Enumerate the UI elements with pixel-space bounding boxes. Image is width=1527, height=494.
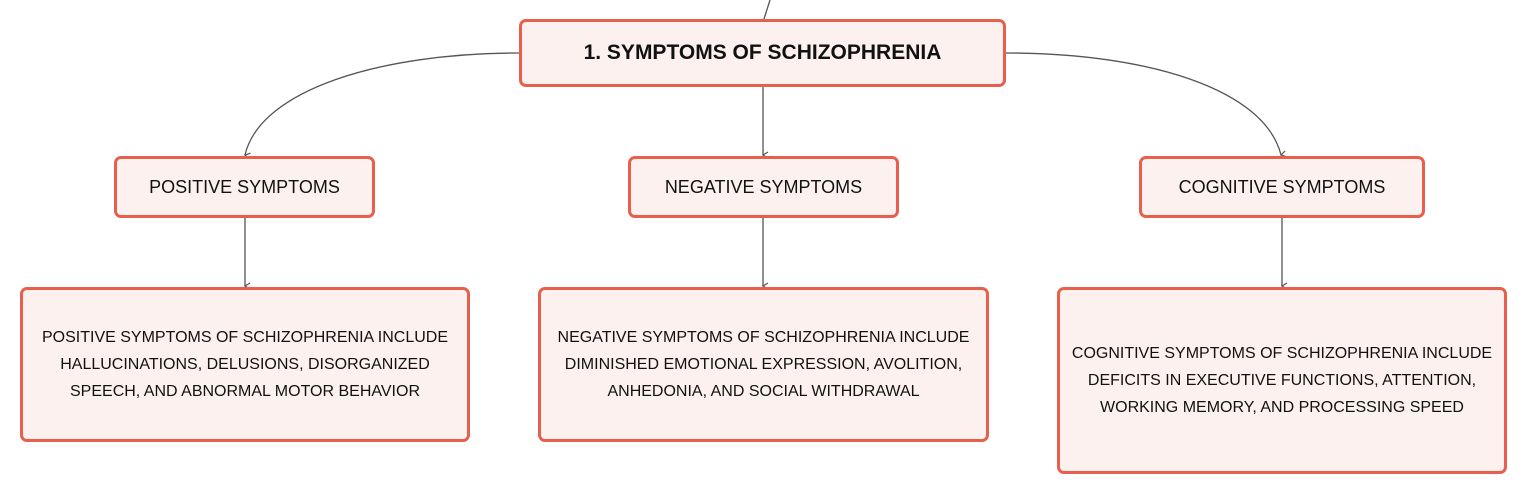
positive-symptoms-detail-node[interactable] <box>20 287 470 442</box>
cognitive-symptoms-detail-text: COGNITIVE SYMPTOMS OF SCHIZOPHRENIA INCLUDE DEFICITS IN EXECUTIVE FUNCTIONS, ATTENTION, WORKING MEMORY, AND PROCESSING SPEED <box>1071 345 1493 416</box>
root-node-label: 1. SYMPTOMS OF SCHIZOPHRENIA <box>583 41 942 64</box>
positive-symptoms-node[interactable] <box>114 156 375 218</box>
cognitive-symptoms-label: COGNITIVE SYMPTOMS <box>1178 176 1386 197</box>
positive-symptoms-label: POSITIVE SYMPTOMS <box>149 176 340 197</box>
cognitive-symptoms-detail-node[interactable] <box>1057 287 1507 474</box>
negative-symptoms-detail-text: NEGATIVE SYMPTOMS OF SCHIZOPHRENIA INCLUDE DIMINISHED EMOTIONAL EXPRESSION, AVOLITION, ANHEDONIA, AND SOCIAL WITHDRAWAL <box>557 329 970 400</box>
root-node[interactable] <box>519 19 1006 87</box>
negative-symptoms-detail-node[interactable] <box>538 287 989 442</box>
connector-root-to-cognitive <box>1006 53 1281 155</box>
positive-symptoms-detail-text: POSITIVE SYMPTOMS OF SCHIZOPHRENIA INCLUDE HALLUCINATIONS, DELUSIONS, DISORGANIZED SPEECH, AND ABNORMAL MOTOR BEHAVIOR <box>42 329 448 400</box>
connector-root-to-positive <box>245 53 519 155</box>
cognitive-symptoms-node[interactable] <box>1139 156 1425 218</box>
negative-symptoms-node[interactable] <box>628 156 899 218</box>
connector-incoming <box>764 0 770 19</box>
negative-symptoms-label: NEGATIVE SYMPTOMS <box>664 176 863 197</box>
